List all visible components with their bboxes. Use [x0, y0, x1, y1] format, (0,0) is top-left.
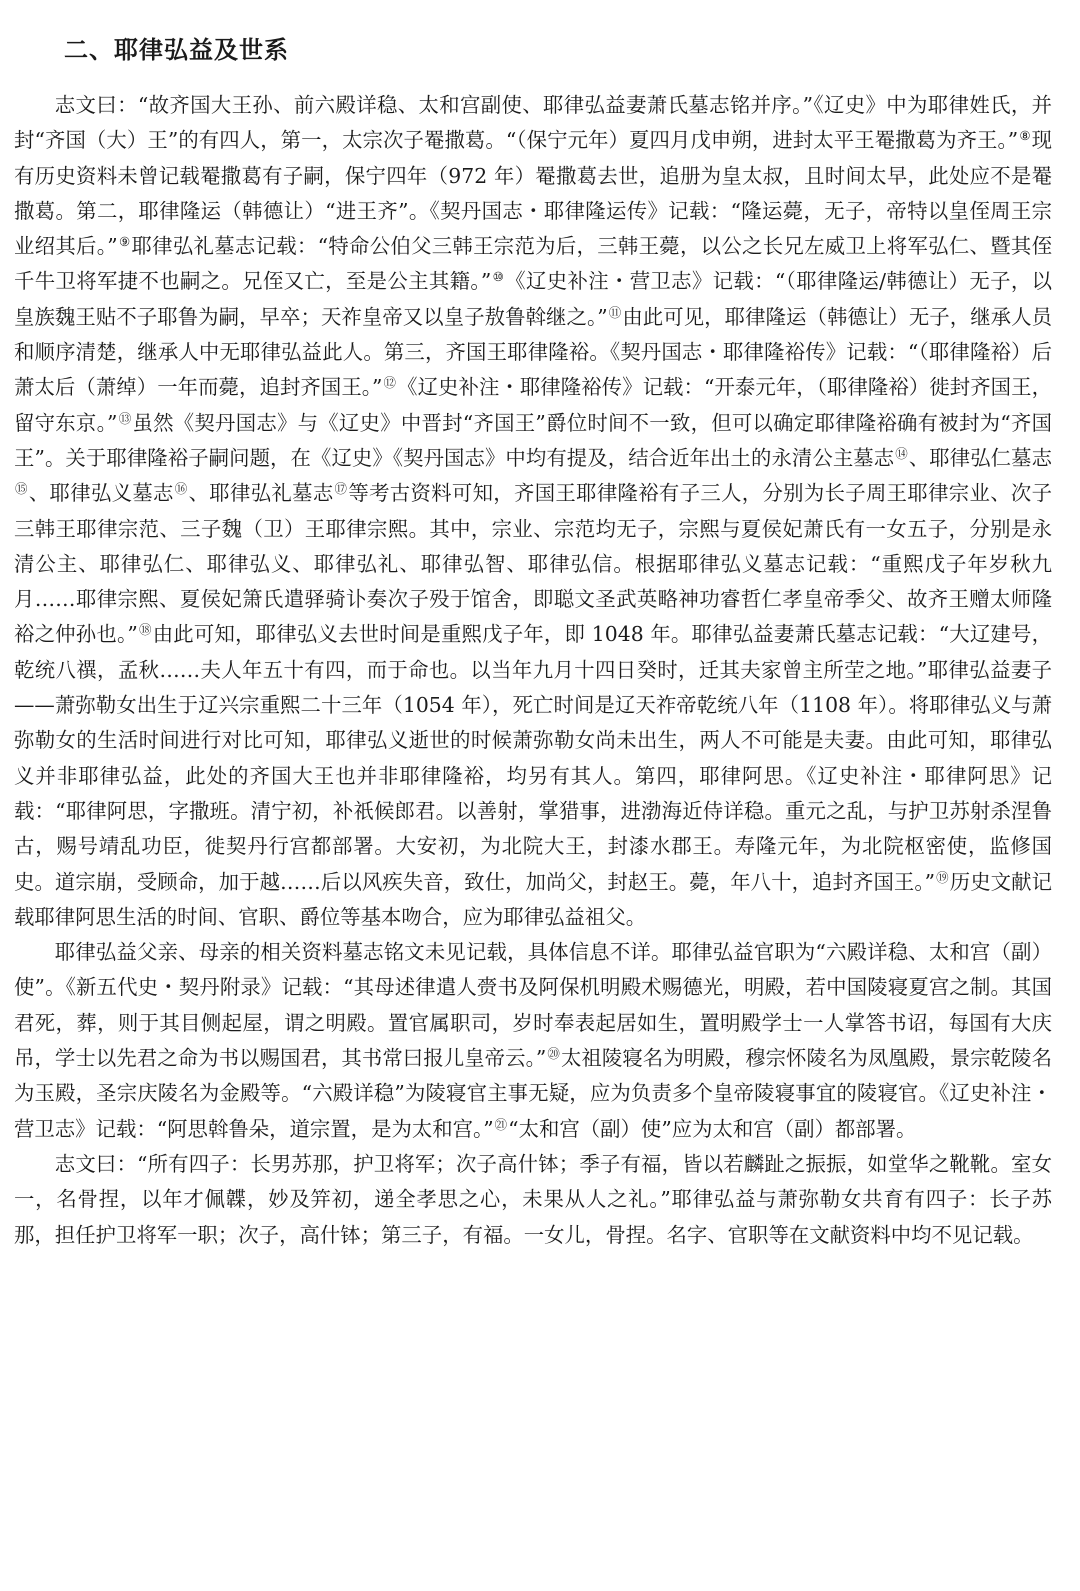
text-run: 、耶律弘礼墓志 — [188, 481, 334, 506]
footnote-marker: ⑲ — [936, 869, 949, 885]
text-run: 志文曰：“所有四子：长男苏那，护卫将军；次子高什钵；季子有福，皆以若麟趾之振振，如堂华之靴靴。室女一，名骨捏，以年才佩韘，妙及笄初，递全孝思之心，未果从人之礼。”耶律弘益与萧弥勒女共育有四子：长子苏那，担任护卫将军一职；次子，高什钵；第三子，有福。一女儿，骨捏。名字、官职等在文献资料中均不见记载。 — [14, 1151, 1052, 1247]
paragraph-1 — [14, 88, 1052, 935]
footnote-marker: ⑮ — [15, 481, 28, 497]
text-run: 等考古资料可知，齐国王耶律隆裕有子三人，分别为长子周王耶律宗业、次子三韩王耶律宗范、三子魏（卫）王耶律宗熙。其中，宗业、宗范均无子，宗熙与夏侯妃萧氏有一女五子，分别是永清公主、耶律弘仁、耶律弘义、耶律弘礼、耶律弘智、耶律弘信。根据耶律弘义墓志记载：“重熙戊子年岁秋九月……耶律宗熙、夏侯妃箫氏遣驿骑讣奏次子殁于馆舍，即聪文圣武英略神功睿哲仁孝皇帝季父、故齐王赠太师隆裕之仲孙也。” — [14, 481, 1053, 647]
footnote-marker: ⑬ — [118, 410, 132, 426]
section-heading: 二、耶律弘益及世系 — [64, 36, 289, 64]
footnote-marker: ⑧ — [1019, 128, 1031, 144]
text-run: 由此可见，耶律隆运（韩德让）无子，继承人员和顺序清楚，继承人中无耶律弘益此人。第三，齐国王耶律隆裕。《契丹国志・耶律隆裕传》记载：“（耶律隆裕）后萧太后（萧绰）一年而薨，追封齐国王。” — [14, 304, 1052, 400]
footnote-marker: ⑳ — [547, 1046, 560, 1062]
text-run: 《辽史补注・耶律隆裕传》记载：“开泰元年，（耶律隆裕）徙封齐国王，留守东京。” — [14, 375, 1052, 435]
footnote-marker: ⑨ — [118, 234, 131, 250]
text-run: 虽然《契丹国志》与《辽史》中晋封“齐国王”爵位时间不一致，但可以确定耶律隆裕确有被封为“齐国王”。关于耶律隆裕子嗣问题，在《辽史》《契丹国志》中均有提及，结合近年出土的永清公主墓志 — [14, 410, 1052, 470]
footnote-marker: ⑫ — [383, 375, 397, 391]
text-run: 历史文献记载耶律阿思生活的时间、官职、爵位等基本吻合，应为耶律弘益祖父。 — [14, 869, 1052, 929]
footnote-marker: ⑪ — [608, 304, 622, 320]
text-run: 由此可知，耶律弘义去世时间是重熙戊子年，即 1048 年。耶律弘益妻萧氏墓志记载：“大辽建号，乾统八禩，孟秋……夫人年五十有四，而于命也。以当年九月十四日癸时，迁其夫家曾主所茔之地。”耶律弘益妻子——萧弥勒女出生于辽兴宗重熙二十三年（1054 年），死亡时间是辽天祚帝乾统八年（1108 年）。将耶律弘义与萧弥勒女的生活时间进行对比可知，耶律弘义逝世的时候萧弥勒女尚未出生，两人不可能是夫妻。由此可知，耶律弘义并非耶律弘益，此处的齐国大王也并非耶律隆裕，均另有其人。第四，耶律阿思。《辽史补注・耶律阿思》记载：“耶律阿思，字撒班。清宁初，补祇候郎君。以善射，掌猎事，进渤海近侍详稳。重元之乱，与护卫苏射杀涅鲁古，赐号靖乱功臣，徙契丹行宫都部署。大安初，为北院大王，封漆水郡王。寿隆元年，为北院枢密使，监修国史。道宗崩，受顾命，加于越……后以风疾失音，致仕，加尚父，封赵王。薨，年八十，追封齐国王。” — [14, 622, 1052, 894]
text-run: 《辽史补注・营卫志》记载：“（耶律隆运/韩德让）无子，以皇族魏王贴不子耶鲁为嗣，早卒；天祚皇帝又以皇子敖鲁斡继之。” — [14, 269, 1052, 329]
footnote-marker: ㉑ — [494, 1116, 508, 1132]
paragraph-2 — [14, 935, 1052, 1147]
article-body — [14, 88, 1052, 1253]
text-run: 、耶律弘义墓志 — [28, 481, 174, 506]
footnote-marker: ⑩ — [492, 269, 505, 285]
footnote-marker: ⑱ — [138, 622, 152, 638]
footnote-marker: ⑭ — [895, 445, 908, 461]
text-run: 志文曰：“故齐国大王孙、前六殿详稳、太和宫副使、耶律弘益妻萧氏墓志铭并序。”《辽史》中为耶律姓氏，并封“齐国（大）王”的有四人，第一，太宗次子罨撒葛。“（保宁元年）夏四月戊申朔，进封太平王罨撒葛为齐王。” — [14, 93, 1052, 153]
text-run: 现有历史资料未曾记载罨撒葛有子嗣，保宁四年（972 年）罨撒葛去世，追册为皇太叔，且时间太早，此处应不是罨撒葛。第二，耶律隆运（韩德让）“进王齐”。《契丹国志・耶律隆运传》记载：“隆运薨，无子，帝特以皇侄周王宗业绍其后。” — [14, 128, 1052, 259]
text-run: 、耶律弘仁墓志 — [908, 445, 1052, 470]
text-run: 太祖陵寝名为明殿，穆宗怀陵名为凤凰殿，景宗乾陵名为玉殿，圣宗庆陵名为金殿等。“六殿详稳”为陵寝官主事无疑，应为负责多个皇帝陵寝事宜的陵寝官。《辽史补注・营卫志》记载：“阿思斡鲁朵，道宗置，是为太和宫。” — [14, 1046, 1052, 1141]
paragraph-3 — [14, 1147, 1052, 1253]
text-run: “太和宫（副）使”应为太和宫（副）都部署。 — [508, 1116, 917, 1141]
footnote-marker: ⑰ — [334, 481, 348, 497]
footnote-marker: ⑯ — [174, 481, 188, 497]
text-run: 耶律弘益父亲、母亲的相关资料墓志铭文未见记载，具体信息不详。耶律弘益官职为“六殿详稳、太和宫（副）使”。《新五代史・契丹附录》记载：“其母述律遣人赍书及阿保机明殿术赐德光，明殿，若中国陵寝夏宫之制。其国君死，葬，则于其目侧起屋，谓之明殿。置官属职司，岁时奉表起居如生，置明殿学士一人掌答书诏，每国有大庆吊，学士以先君之命为书以赐国君，其书常曰报儿皇帝云。” — [14, 940, 1052, 1071]
text-run: 耶律弘礼墓志记载：“特命公伯父三韩王宗范为后，三韩王薨，以公之长兄左威卫上将军弘仁、暨其侄千牛卫将军捷不也嗣之。兄侄又亡，至是公主其籍。” — [14, 234, 1052, 294]
